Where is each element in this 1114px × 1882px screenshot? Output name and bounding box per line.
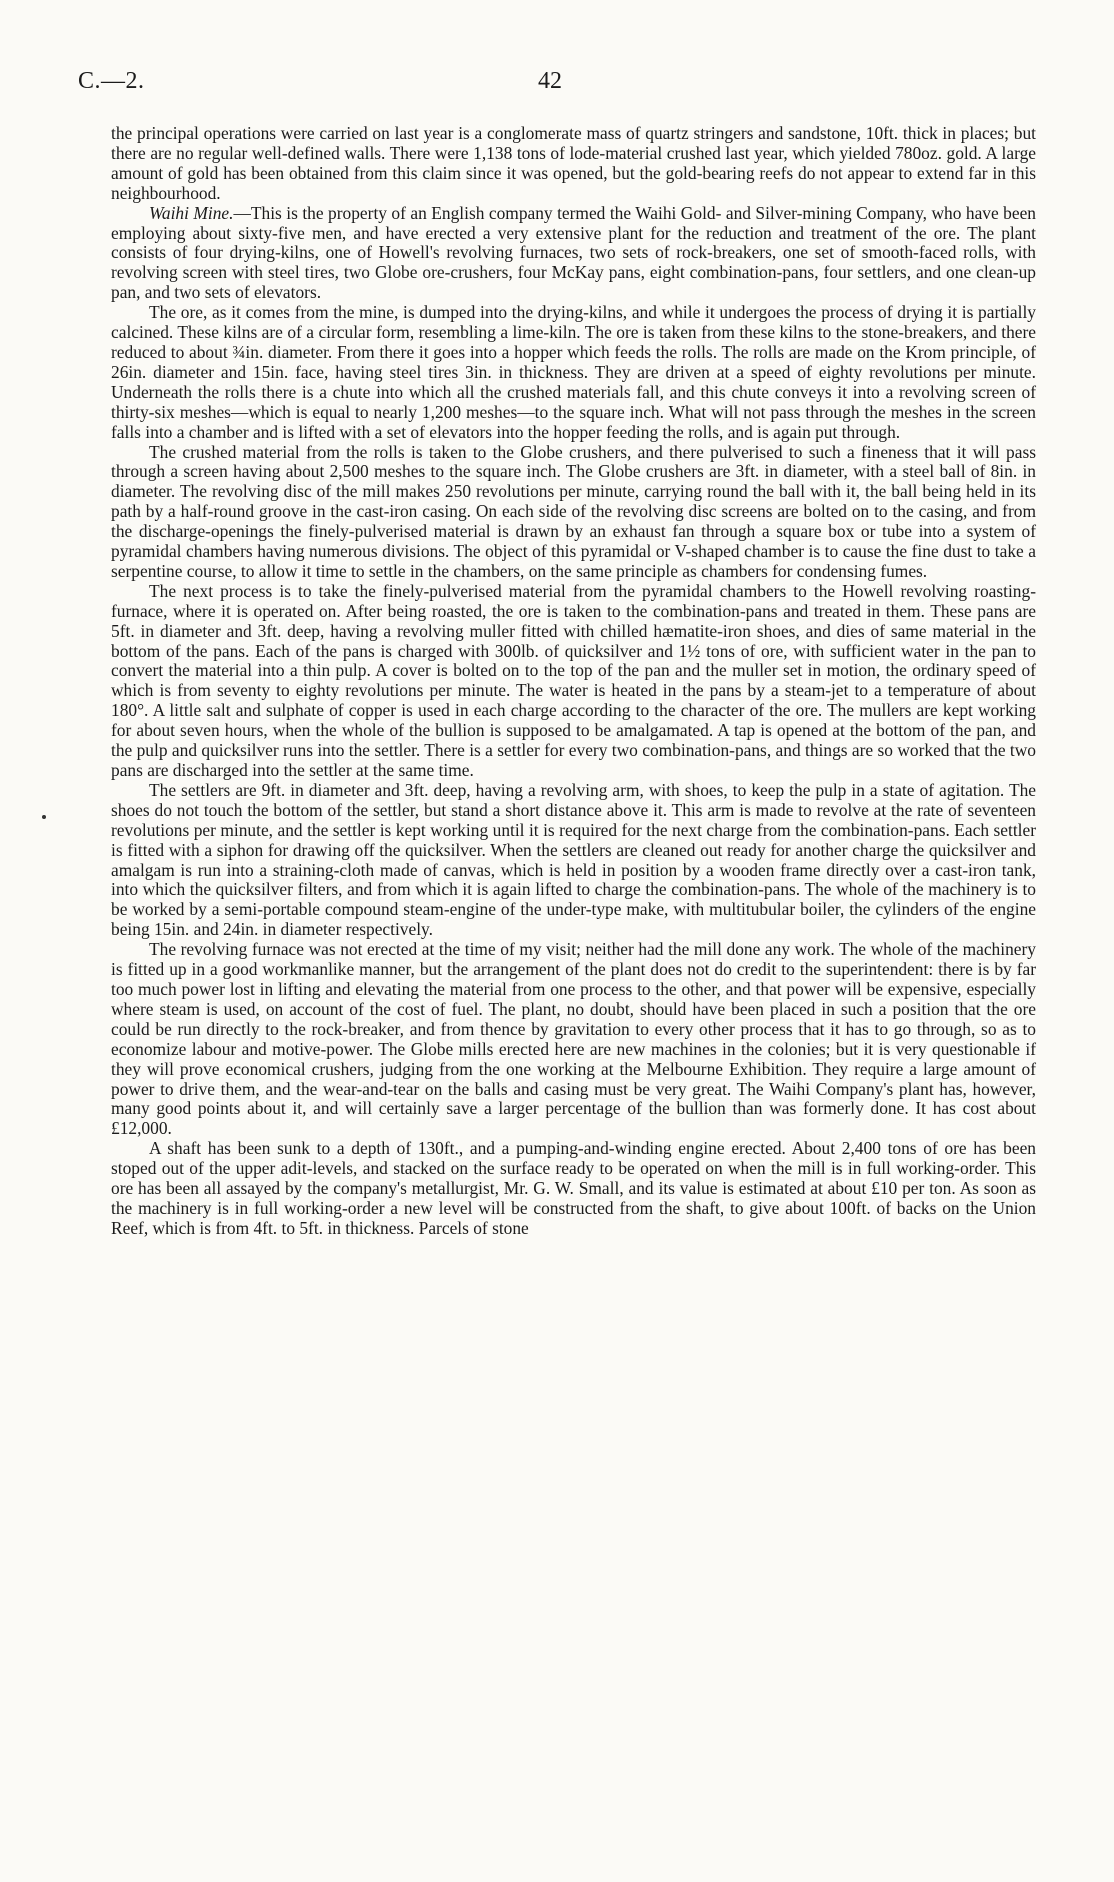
document-code: C.—2. [78, 68, 145, 94]
paragraph-ore-drying: The ore, as it comes from the mine, is dumped into the drying-kilns, and while it undergoes the process of drying it is partially calcined. These kilns are of a circular form, resembling a lime-kiln. The ore is taken from these kilns to the stone-breakers, and there reduced to about ¾in. diameter. From there it goes into a hopper which feeds the rolls. The rolls are made on the Krom principle, of 26in. diameter and 15in. face, having steel tires 3in. in thickness. They are driven at a speed of eighty revolutions per minute. Underneath the rolls there is a chute into which all the crushed materials fall, and this chute conveys it into a revolving screen of thirty-six meshes—which is equal to nearly 1,200 meshes—to the square inch. What will not pass through the meshes in the screen falls into a chamber and is lifted with a set of elevators into the hopper feeding the rolls, and is again put through. [111, 302, 1036, 442]
paragraph-settlers: The settlers are 9ft. in diameter and 3ft. deep, having a revolving arm, with shoes, to keep the pulp in a state of agitation. The shoes do not touch the bottom of the settler, but stand a short distance above it. This arm is made to revolve at the rate of seventeen revolutions per minute, and the settler is kept working until it is required for the next charge from the combination-pans. Each settler is fitted with a siphon for drawing off the quicksilver. When the settlers are cleaned out ready for another charge the quicksilver and amalgam is run into a straining-cloth made of canvas, which is held in position by a wooden frame directly over a cast-iron tank, into which the quicksilver filters, and from which it is again lifted to charge the combination-pans. The whole of the machinery is to be worked by a semi-portable compound steam-engine of the under-type make, with multitubular boiler, the cylinders of the engine being 15in. and 24in. in diameter respectively. [111, 779, 1036, 940]
page-header [78, 68, 1036, 102]
paragraph-shaft: A shaft has been sunk to a depth of 130ft., and a pumping-and-winding engine erected. About 2,400 tons of ore has been stoped out of the upper adit-levels, and stacked on the surface ready to be operated on when the mill is in full working-order. This ore has been all assayed by the company's metallurgist, Mr. G. W. Small, and its value is estimated at about £10 per ton. As soon as the machinery is in full working-order a new level will be constructed from the shaft, to give about 100ft. of backs on the Union Reef, which is from 4ft. to 5ft. in thickness. Parcels of stone [111, 1138, 1036, 1238]
margin-mark [42, 815, 46, 819]
paragraph-waihi-mine [111, 204, 1036, 304]
paragraph-lead-heading: Waihi Mine. [149, 202, 234, 223]
paragraph-revolving-furnace: The revolving furnace was not erected at the time of my visit; neither had the mill done any work. The whole of the machinery is fitted up in a good workmanlike manner, but the arrangement of the plant does not do credit to the superintendent: there is by far too much power lost in lifting and elevating the material from one process to the other, and that power will be expensive, especially where steam is used, on account of the cost of fuel. The plant, no doubt, should have been placed in such a position that the ore could be run directly to the rock-breaker, and from thence by gravitation to every other process that it has to go through, so as to economize labour and motive-power. The Globe mills erected here are new machines in the colonies; but it is very questionable if they will prove economical crushers, judging from the one working at the Melbourne Exhibition. They require a large amount of power to drive them, and the wear-and-tear on the balls and casing must be very great. The Waihi Company's plant has, however, many good points about it, and will certainly save a larger percentage of the bullion than was formerly done. It has cost about £12,000. [111, 939, 1036, 1139]
paragraph-continuation: the principal operations were carried on last year is a conglomerate mass of quartz stringers and sandstone, 10ft. thick in places; but there are no regular well-defined walls. There were 1,138 tons of lode-material crushed last year, which yielded 780oz. gold. A large amount of gold has been obtained from this claim since it was opened, but the gold-bearing reefs do not appear to extend far in this neighbourhood. [111, 123, 1036, 203]
paragraph-text: —This is the property of an English company termed the Waihi Gold- and Silver-mining Company, who have been employing about sixty-five men, and have erected a very extensive plant for the reduction and treatment of the ore. The plant consists of four drying-kilns, one of Howell's revolving furnaces, two sets of rock-breakers, one set of smooth-faced rolls, with revolving screen with steel tires, two Globe ore-crushers, four McKay pans, eight combination-pans, four settlers, and one clean-up pan, and two sets of elevators. [111, 202, 1037, 303]
paragraph-roasting-pans: The next process is to take the finely-pulverised material from the pyramidal chambers to the Howell revolving roasting-furnace, where it is operated on. After being roasted, the ore is taken to the combination-pans and treated in them. These pans are 5ft. in diameter and 3ft. deep, having a revolving muller fitted with chilled hæmatite-iron shoes, and dies of same material in the bottom of the pans. Each of the pans is charged with 300lb. of quicksilver and 1½ tons of ore, with sufficient water in the pan to convert the material into a thin pulp. A cover is bolted on to the top of the pan and the muller set in motion, the ordinary speed of which is from seventy to eighty revolutions per minute. The water is heated in the pans by a steam-jet to a temperature of about 180°. A little salt and sulphate of copper is used in each charge according to the character of the ore. The mullers are kept working for about seven hours, when the whole of the bullion is supposed to be amalgamated. A tap is opened at the bottom of the pan, and the pulp and quicksilver runs into the settler. There is a settler for every two combination-pans, and things are so worked that the two pans are discharged into the settler at the same time. [111, 580, 1036, 780]
page-number: 42 [538, 68, 562, 94]
body-text [111, 124, 1036, 1239]
paragraph-globe-crushers: The crushed material from the rolls is taken to the Globe crushers, and there pulverised to such a fineness that it will pass through a screen having about 2,500 meshes to the square inch. The Globe crushers are 3ft. in diameter, with a steel ball of 8in. in diameter. The revolving disc of the mill makes 250 revolutions per minute, carrying round the ball with it, the ball being held in its path by a half-round groove in the cast-iron casing. On each side of the revolving disc screens are bolted on to the casing, and from the discharge-openings the finely-pulverised material is drawn by an exhaust fan through a square box or tube into a system of pyramidal chambers having numerous divisions. The object of this pyramidal or V-shaped chamber is to cause the fine dust to take a serpentine course, to allow it time to settle in the chambers, on the same principle as chambers for condensing fumes. [111, 441, 1036, 581]
